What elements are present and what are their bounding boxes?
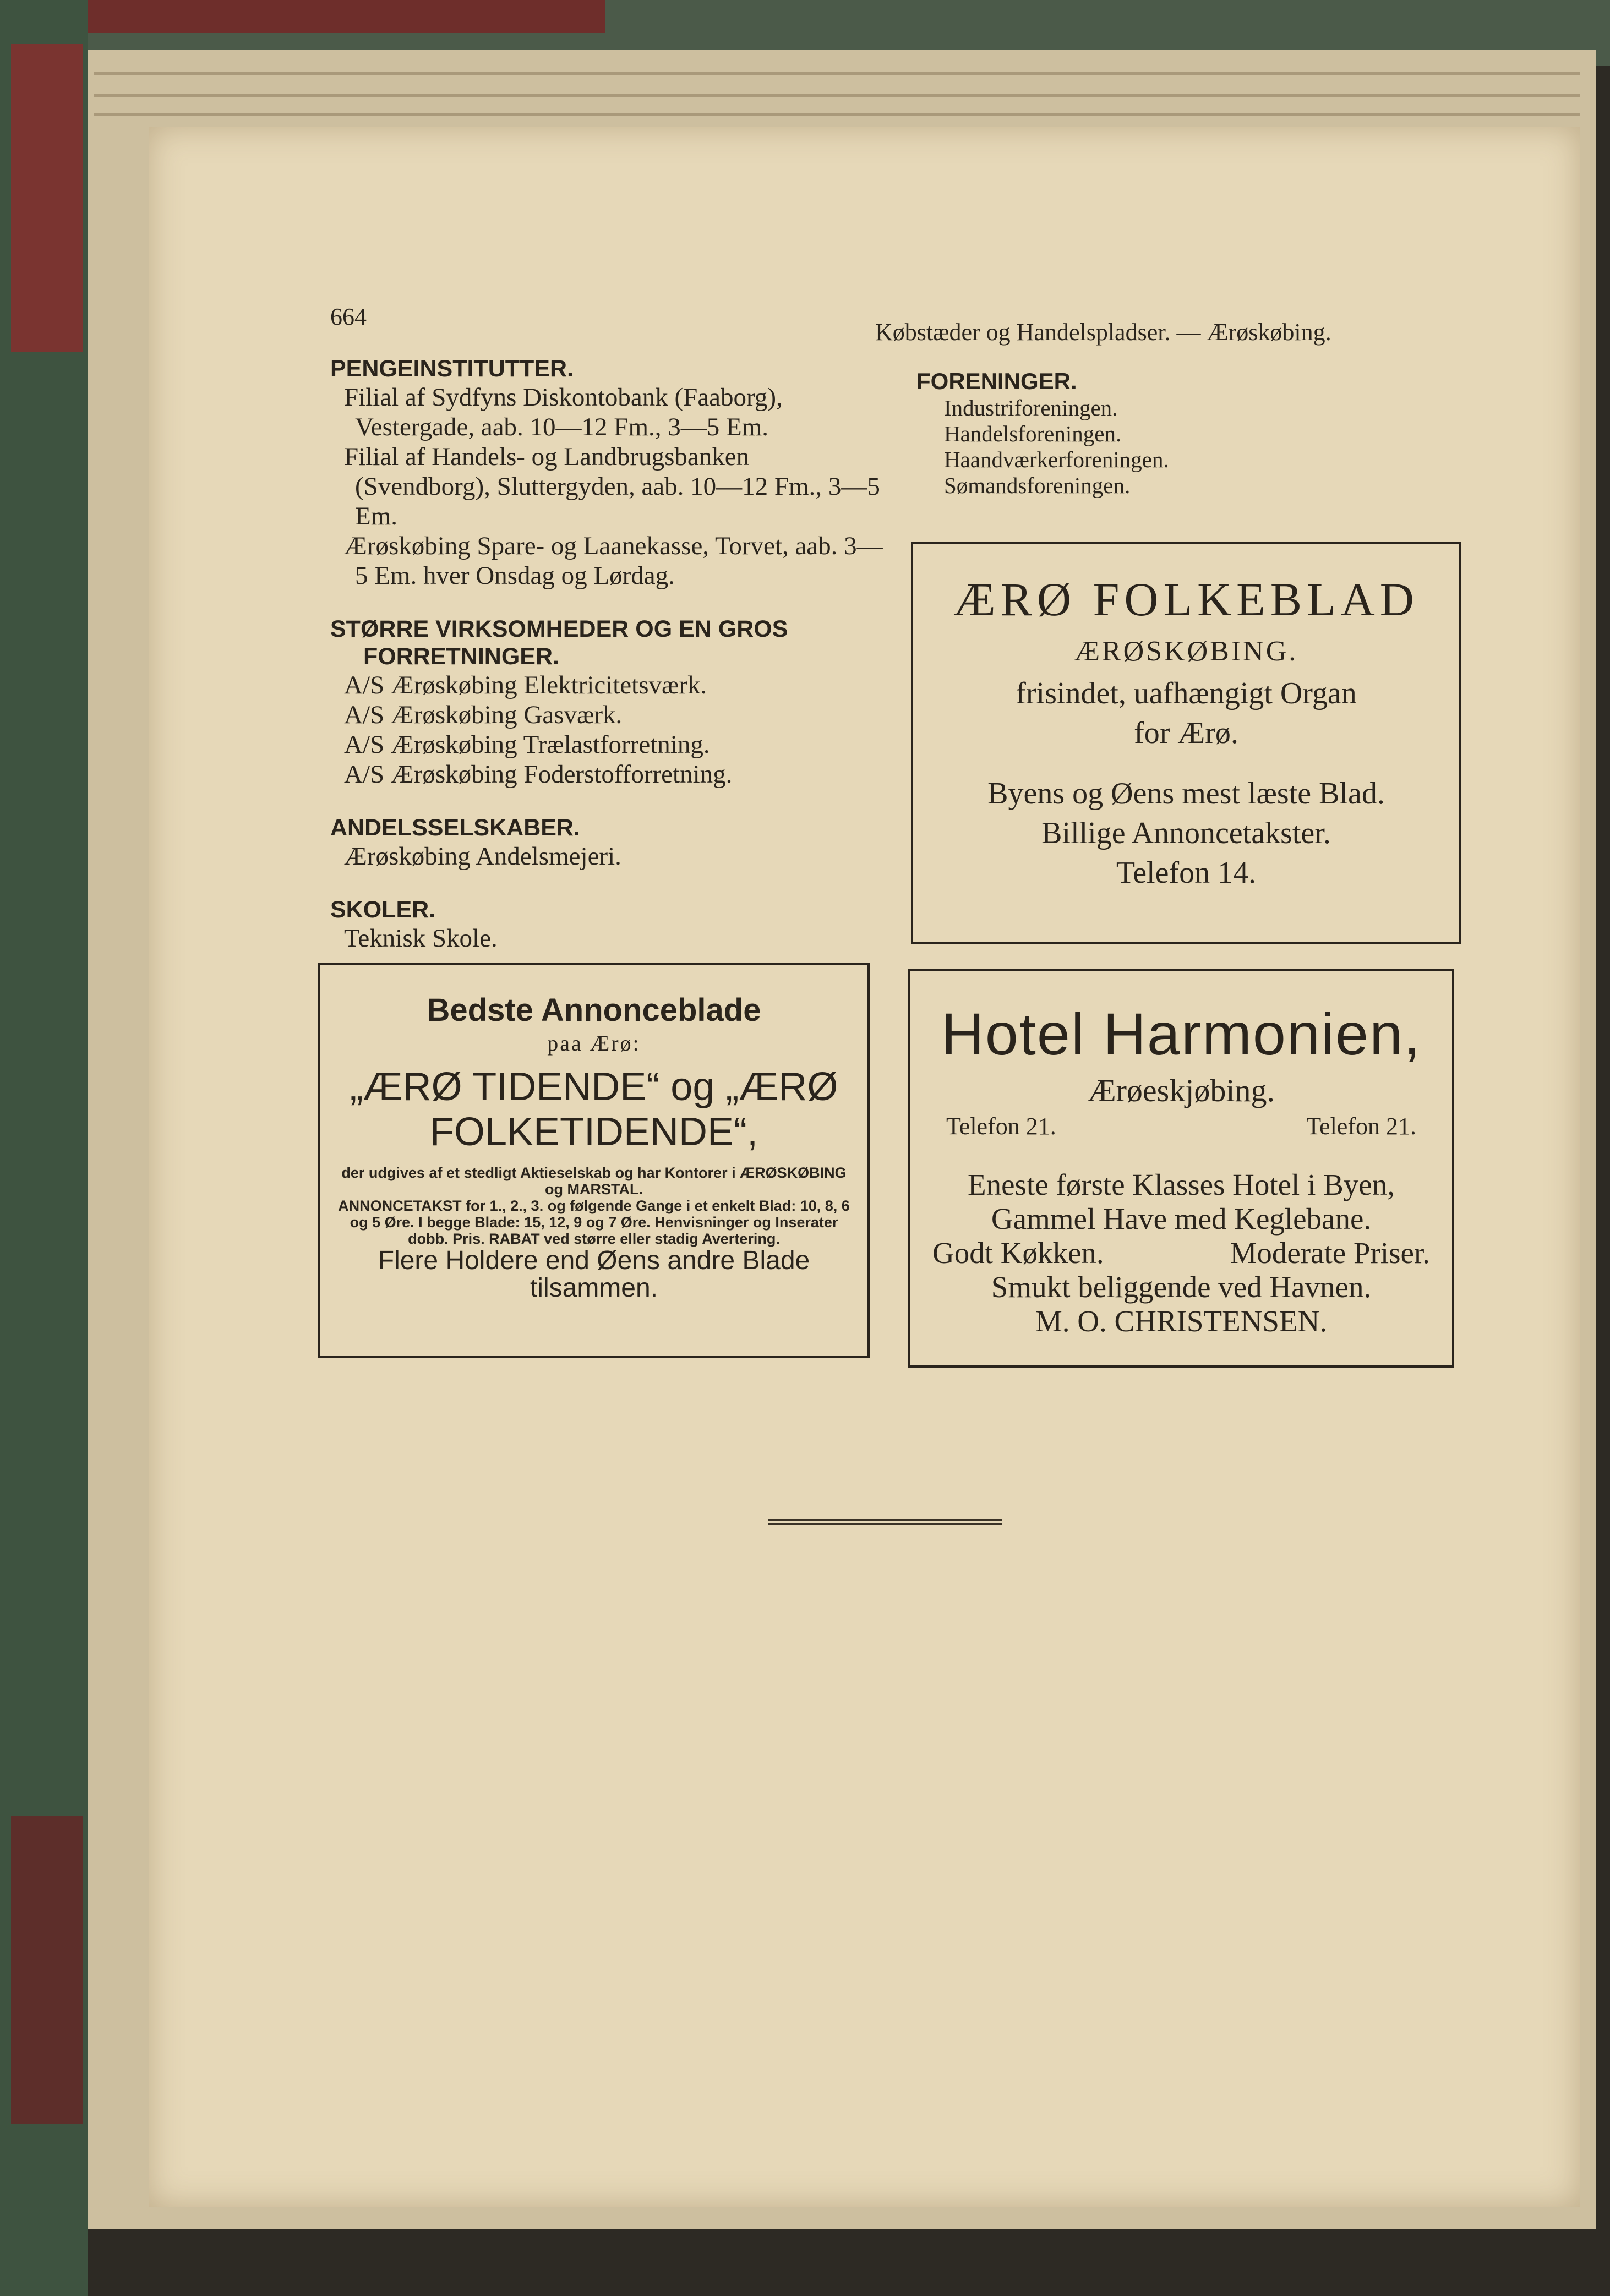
- list-item: A/S Ærøskøbing Gasværk.: [344, 701, 623, 729]
- ad-line: Smukt beliggende ved Havnen.: [991, 1270, 1372, 1304]
- left-column: [330, 355, 886, 953]
- ad-title: ÆRØ FOLKEBLAD: [953, 573, 1419, 626]
- list-item: Filial af Handels- og Landbrugsbanken (Svendborg), Sluttergyden, aab. 10—12 Fm., 3—5 Em.: [344, 442, 880, 531]
- page-edge-line: [94, 113, 1580, 116]
- ad-line: Godt Køkken.: [932, 1236, 1104, 1270]
- ad-line: Eneste første Klasses Hotel i Byen,: [968, 1168, 1395, 1201]
- ad-title-line: „ÆRØ TIDENDE“ og „ÆRØ: [350, 1065, 838, 1109]
- list-item: Handelsforeningen.: [944, 421, 1122, 446]
- ad-heading: Bedste Annonceblade: [427, 992, 761, 1028]
- ad-title: Hotel Harmonien,: [941, 1001, 1422, 1067]
- ad-footer-line: Flere Holdere end Øens andre Blade: [378, 1246, 810, 1275]
- book-spine-red-patch-lower: [11, 1816, 83, 2124]
- ad-small-print: der udgives af et stedligt Aktieselskab og har Kontorer i ÆRØSKØBING og MARSTAL.: [341, 1165, 847, 1198]
- ad-aero-folkeblad: [911, 542, 1461, 944]
- page-edge-line: [94, 94, 1580, 97]
- list-item: Teknisk Skole.: [344, 924, 498, 953]
- list-item: A/S Ærøskøbing Foderstofforretning.: [344, 760, 733, 789]
- page-edge-line: [94, 72, 1580, 75]
- ad-line: Gammel Have med Keglebane.: [991, 1202, 1372, 1236]
- ad-subheading: paa Ærø:: [547, 1031, 641, 1056]
- list-item: Sømandsforeningen.: [944, 473, 1131, 498]
- book-spine-red-patch: [11, 44, 83, 352]
- ad-aero-tidende: [318, 963, 870, 1358]
- list-item: Ærøskøbing Spare- og Laanekasse, Torvet, aab. 3—5 Em. hver Onsdag og Lørdag.: [344, 532, 883, 590]
- ad-line: Telefon 14.: [1116, 856, 1257, 890]
- section-title-virksomheder: STØRRE VIRKSOMHEDER OG EN GROS FORRETNINGER.: [330, 616, 788, 670]
- book-cover-red-edge: [0, 0, 605, 33]
- list-item: Haandværkerforeningen.: [944, 447, 1169, 472]
- section-title-foreninger: FORENINGER.: [916, 368, 1077, 394]
- ad-line: Moderate Priser.: [1230, 1236, 1430, 1270]
- ad-phone-left: Telefon 21.: [946, 1113, 1056, 1140]
- list-item: Industriforeningen.: [944, 395, 1118, 420]
- ad-phone-right: Telefon 21.: [1306, 1113, 1416, 1140]
- list-item: A/S Ærøskøbing Trælastforretning.: [344, 730, 710, 759]
- ad-line-row: [927, 1236, 1436, 1270]
- page-number: 664: [330, 303, 367, 330]
- ad-phone-row: [927, 1110, 1436, 1143]
- ad-place: ÆRØSKØBING.: [1074, 636, 1298, 667]
- section-title-pengeinstitutter: PENGEINSTITUTTER.: [330, 356, 574, 382]
- right-column: [916, 368, 1467, 499]
- end-rule: [768, 1519, 1002, 1521]
- section-title-skoler: SKOLER.: [330, 896, 436, 923]
- ad-line: for Ærø.: [1134, 716, 1238, 750]
- ad-line: M. O. CHRISTENSEN.: [1035, 1304, 1328, 1338]
- ad-title-line: FOLKETIDENDE“,: [429, 1110, 758, 1154]
- list-item: Filial af Sydfyns Diskontobank (Faaborg), Vestergade, aab. 10—12 Fm., 3—5 Em.: [344, 383, 783, 441]
- ad-line: frisindet, uafhængigt Organ: [1016, 676, 1357, 710]
- ad-footer-line: tilsammen.: [530, 1273, 658, 1303]
- ad-line: Byens og Øens mest læste Blad.: [987, 777, 1385, 811]
- end-rule: [768, 1523, 1002, 1525]
- section-title-andelsselskaber: ANDELSSELSKABER.: [330, 814, 580, 841]
- list-item: Ærøskøbing Andelsmejeri.: [344, 842, 621, 871]
- list-item: A/S Ærøskøbing Elektricitetsværk.: [344, 671, 707, 699]
- ad-hotel-harmonien: [908, 969, 1454, 1368]
- ad-body: [927, 1168, 1436, 1338]
- running-head: Købstæder og Handelspladser. — Ærøskøbing.: [875, 319, 1331, 346]
- ad-small-print: ANNONCETAKST for 1., 2., 3. og følgende Gange i et enkelt Blad: 10, 8, 6 og 5 Øre. I begge Blade: 15, 12, 9 og 7 Øre. Henvisninger og Inserater dobb. Pris. RABAT ved større eller stadig Avertering.: [338, 1198, 850, 1247]
- ad-line: Billige Annoncetakster.: [1041, 816, 1331, 850]
- ad-place: Ærøeskjøbing.: [1088, 1073, 1275, 1108]
